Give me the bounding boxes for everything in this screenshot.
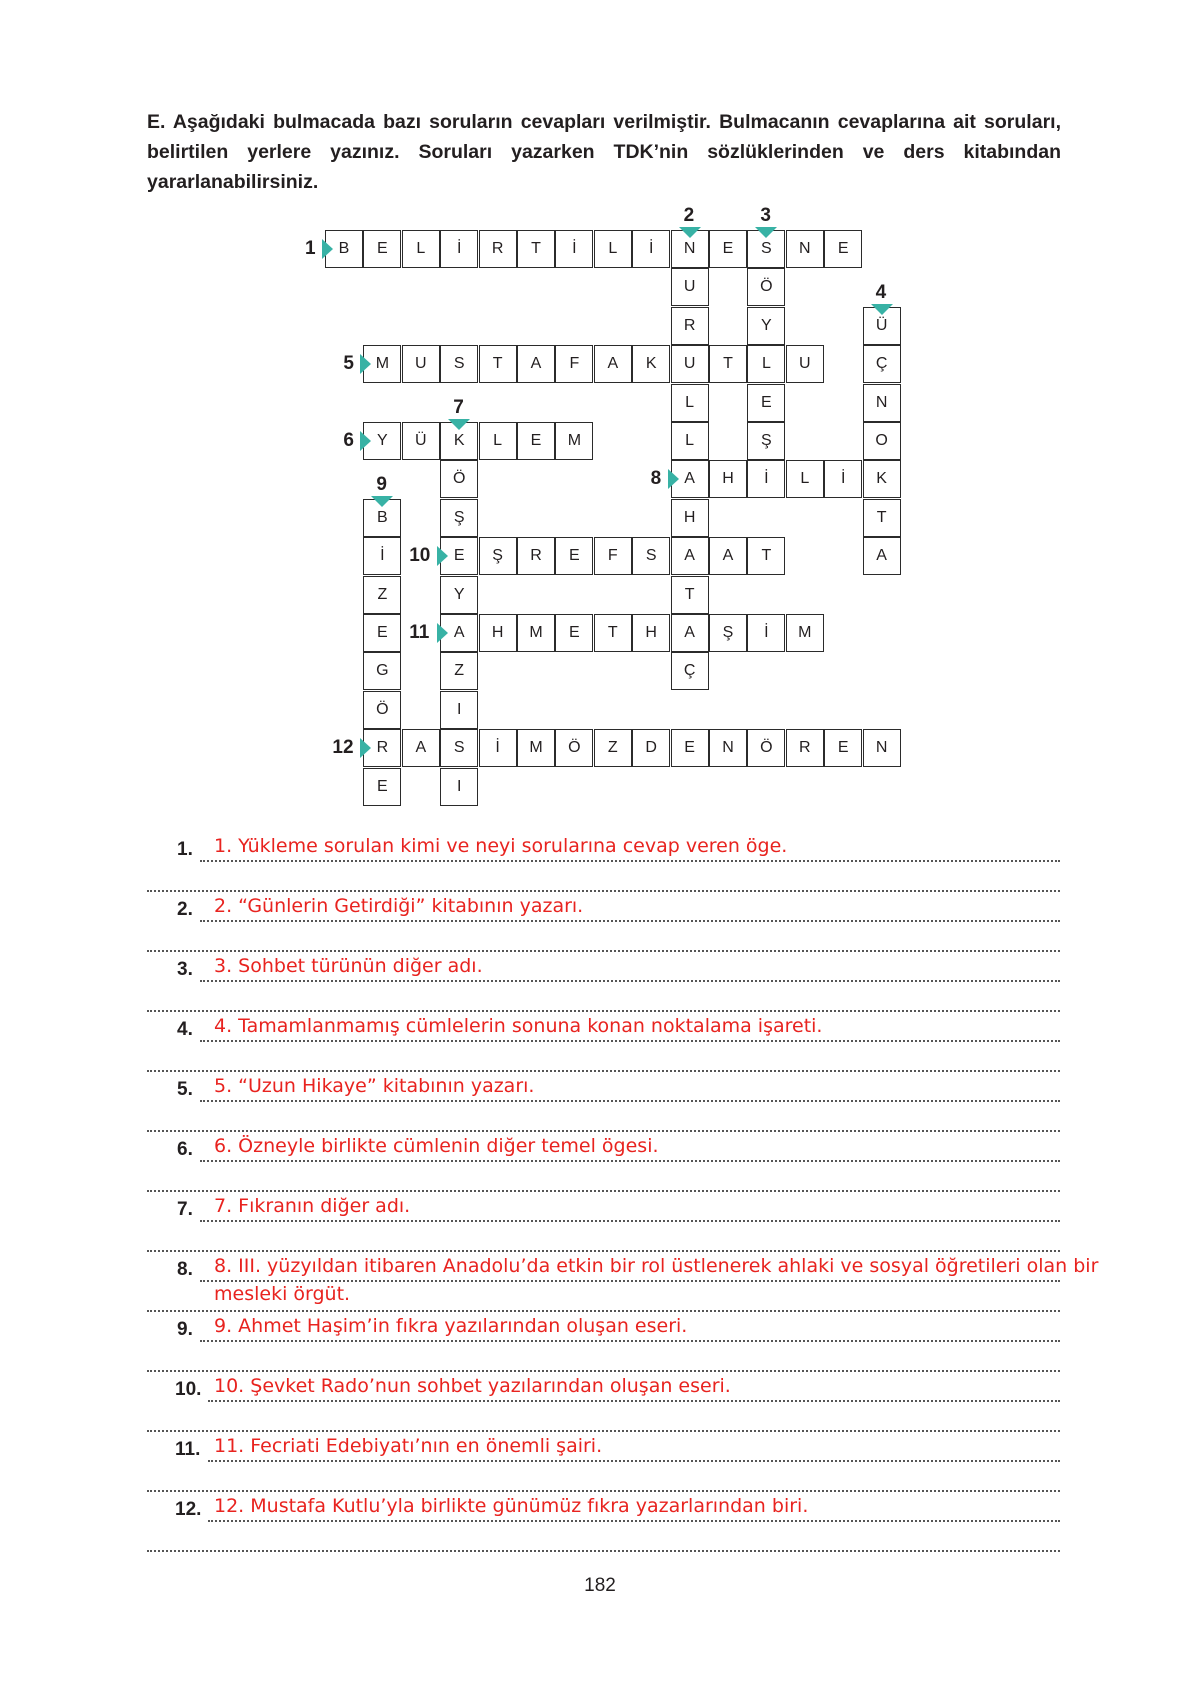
crossword-cell: N [671, 230, 709, 268]
crossword-cell: E [824, 230, 862, 268]
answer-line[interactable] [147, 1550, 1060, 1552]
crossword-cell: M [517, 729, 555, 767]
crossword-cell: I [440, 691, 478, 729]
crossword-cell: L [747, 345, 785, 383]
handwritten-answer[interactable]: 2. “Günlerin Getirdiği” kitabının yazarı. [214, 895, 584, 917]
crossword-cell: Y [440, 576, 478, 614]
crossword-cell: U [786, 345, 824, 383]
crossword-cell: N [786, 230, 824, 268]
handwritten-answer[interactable]: 5. “Uzun Hikaye” kitabının yazarı. [214, 1075, 535, 1097]
question-number: 3. [177, 959, 193, 980]
answer-line[interactable] [200, 1280, 1060, 1282]
arrow-right-icon [360, 431, 371, 451]
crossword-cell: E [363, 614, 401, 652]
crossword-cell: R [671, 307, 709, 345]
crossword-cell: İ [747, 614, 785, 652]
answer-line[interactable] [200, 920, 1060, 922]
crossword-cell: A [594, 345, 632, 383]
handwritten-answer[interactable]: 12. Mustafa Kutlu’yla birlikte günümüz fıkra yazarlarından biri. [214, 1495, 809, 1517]
crossword-cell: Z [440, 652, 478, 690]
crossword-cell: S [747, 230, 785, 268]
crossword-cell: I [440, 768, 478, 806]
arrow-down-icon [371, 496, 393, 507]
crossword-cell: R [363, 729, 401, 767]
arrow-down-icon [679, 227, 701, 238]
crossword-cell: N [709, 729, 747, 767]
handwritten-answer[interactable]: 3. Sohbet türünün diğer adı. [214, 955, 483, 977]
crossword-cell: E [709, 230, 747, 268]
crossword-cell: A [671, 537, 709, 575]
handwritten-answer[interactable]: 1. Yükleme sorulan kimi ve neyi sorularına cevap veren öge. [214, 835, 788, 857]
crossword-cell: İ [555, 230, 593, 268]
arrow-down-icon [755, 227, 777, 238]
word-number-3: 3 [760, 205, 771, 226]
crossword-cell: Y [747, 307, 785, 345]
crossword-cell: İ [363, 537, 401, 575]
crossword-cell: T [709, 345, 747, 383]
arrow-right-icon [668, 469, 679, 489]
question-number: 6. [177, 1139, 193, 1160]
crossword-cell: E [671, 729, 709, 767]
word-number-1: 1 [305, 238, 316, 259]
crossword-cell: İ [440, 230, 478, 268]
crossword-cell: İ [632, 230, 670, 268]
answer-line[interactable] [200, 1220, 1060, 1222]
crossword-cell: H [632, 614, 670, 652]
crossword-cell: Ç [863, 345, 901, 383]
arrow-right-icon [437, 546, 448, 566]
answer-line[interactable] [200, 1340, 1060, 1342]
answer-line[interactable] [208, 1400, 1060, 1402]
crossword-cell: R [479, 230, 517, 268]
crossword-cell: G [363, 652, 401, 690]
crossword-cell: E [517, 422, 555, 460]
crossword-cell: H [479, 614, 517, 652]
question-number: 11. [175, 1439, 201, 1460]
crossword-cell: B [363, 499, 401, 537]
crossword-cell: Y [363, 422, 401, 460]
crossword-cell: U [671, 345, 709, 383]
answer-line[interactable] [200, 860, 1060, 862]
question-number: 2. [177, 899, 193, 920]
crossword-cell: T [863, 499, 901, 537]
crossword-cell: Ö [440, 460, 478, 498]
crossword-cell: İ [479, 729, 517, 767]
question-number: 7. [177, 1199, 193, 1220]
word-number-8: 8 [650, 468, 662, 490]
crossword-cell: E [440, 537, 478, 575]
crossword-cell: İ [747, 460, 785, 498]
crossword-cell: E [747, 384, 785, 422]
crossword-cell: Ş [479, 537, 517, 575]
crossword-cell: L [671, 422, 709, 460]
question-number: 5. [177, 1079, 193, 1100]
crossword-cell: Ö [363, 691, 401, 729]
question-number: 10. [175, 1379, 202, 1400]
crossword-cell: S [440, 345, 478, 383]
answer-line[interactable] [200, 1040, 1060, 1042]
arrow-down-icon [871, 304, 893, 315]
crossword-cell: Ş [709, 614, 747, 652]
word-number-4: 4 [875, 281, 887, 303]
crossword-cell: A [671, 614, 709, 652]
crossword-cell: T [671, 576, 709, 614]
arrow-right-icon [360, 354, 371, 374]
answer-line[interactable] [208, 1460, 1060, 1462]
crossword-cell: N [863, 729, 901, 767]
crossword-cell: Ş [747, 422, 785, 460]
page-number: 182 [584, 1575, 616, 1596]
crossword-cell: M [555, 422, 593, 460]
crossword-cell: L [786, 460, 824, 498]
crossword-cell: Ö [747, 268, 785, 306]
word-number-10: 10 [409, 545, 431, 567]
handwritten-answer[interactable]: 8. III. yüzyıldan itibaren Anadolu’da etkin bir rol üstlenerek ahlaki ve sosyal öğretileri olan bir mesleki örgüt. [214, 1255, 1099, 1305]
crossword-cell: K [440, 422, 478, 460]
crossword-cell: K [863, 460, 901, 498]
crossword-cell: E [555, 614, 593, 652]
word-number-11: 11 [409, 622, 430, 643]
crossword-cell: İ [824, 460, 862, 498]
crossword-cell: B [325, 230, 363, 268]
crossword-cell: A [402, 729, 440, 767]
question-number: 4. [177, 1019, 193, 1040]
crossword-cell: E [555, 537, 593, 575]
handwritten-answer[interactable]: 7. Fıkranın diğer adı. [214, 1195, 411, 1217]
crossword-cell: F [594, 537, 632, 575]
handwritten-answer[interactable]: 9. Ahmet Haşim’in fıkra yazılarından oluşan eseri. [214, 1315, 688, 1337]
crossword-cell: S [632, 537, 670, 575]
crossword-cell: T [517, 230, 555, 268]
crossword-cell: L [402, 230, 440, 268]
arrow-down-icon [448, 419, 470, 430]
crossword-cell: E [363, 768, 401, 806]
question-number: 9. [177, 1319, 193, 1340]
question-number: 12. [175, 1499, 202, 1520]
crossword-cell: U [402, 345, 440, 383]
crossword-cell: L [594, 230, 632, 268]
answer-line[interactable] [208, 1520, 1060, 1522]
answer-line[interactable] [200, 1100, 1060, 1102]
crossword-cell: T [747, 537, 785, 575]
crossword-cell: S [440, 729, 478, 767]
crossword-cell: A [517, 345, 555, 383]
crossword-cell: A [709, 537, 747, 575]
crossword-cell: A [440, 614, 478, 652]
handwritten-answer[interactable]: 6. Özneyle birlikte cümlenin diğer temel ögesi. [214, 1135, 659, 1157]
crossword-cell: H [671, 499, 709, 537]
arrow-right-icon [437, 623, 448, 643]
crossword-cell: E [824, 729, 862, 767]
crossword-cell: L [479, 422, 517, 460]
answer-line[interactable] [200, 1160, 1060, 1162]
crossword-cell: Z [594, 729, 632, 767]
crossword-cell: Ü [402, 422, 440, 460]
handwritten-answer[interactable]: 4. Tamamlanmamış cümlelerin sonuna konan noktalama işareti. [214, 1015, 823, 1037]
crossword-cell: H [709, 460, 747, 498]
crossword-cell: R [786, 729, 824, 767]
crossword-cell: Ö [747, 729, 785, 767]
arrow-right-icon [322, 239, 333, 259]
word-number-6: 6 [343, 430, 354, 451]
instruction-text: E. Aşağıdaki bulmacada bazı soruların cevapları verilmiştir. Bulmacanın cevaplarına ait soruları, belirtilen yerlere yazınız. Soruları yazarken TDK’nin sözlüklerinden ve ders kitabından yararlanabilirsiniz. [147, 111, 1061, 193]
arrow-right-icon [360, 738, 371, 758]
crossword-cell: U [671, 268, 709, 306]
handwritten-answer[interactable]: 10. Şevket Rado’nun sohbet yazılarından oluşan eseri. [214, 1375, 731, 1397]
crossword-cell: F [555, 345, 593, 383]
crossword-cell: M [363, 345, 401, 383]
crossword-cell: R [517, 537, 555, 575]
crossword-cell: T [594, 614, 632, 652]
word-number-5: 5 [343, 353, 354, 375]
crossword-cell: O [863, 422, 901, 460]
crossword-cell: A [671, 460, 709, 498]
crossword-cell: M [786, 614, 824, 652]
crossword-cell: A [863, 537, 901, 575]
question-number: 1. [177, 839, 193, 860]
word-number-7: 7 [453, 397, 464, 418]
crossword-cell: L [671, 384, 709, 422]
word-number-9: 9 [376, 473, 387, 495]
question-number: 8. [177, 1259, 193, 1280]
crossword-cell: M [517, 614, 555, 652]
crossword-cell: Z [363, 576, 401, 614]
crossword-cell: Ü [863, 307, 901, 345]
word-number-2: 2 [683, 205, 695, 226]
crossword-cell: D [632, 729, 670, 767]
crossword-cell: K [632, 345, 670, 383]
crossword-cell: N [863, 384, 901, 422]
handwritten-answer[interactable]: 11. Fecriati Edebiyatı’nın en önemli şairi. [214, 1435, 603, 1457]
crossword-cell: Ö [555, 729, 593, 767]
crossword-cell: Ş [440, 499, 478, 537]
word-number-12: 12 [332, 737, 354, 759]
crossword-cell: E [363, 230, 401, 268]
crossword-cell: Ç [671, 652, 709, 690]
crossword-cell: T [479, 345, 517, 383]
answer-line[interactable] [200, 980, 1060, 982]
